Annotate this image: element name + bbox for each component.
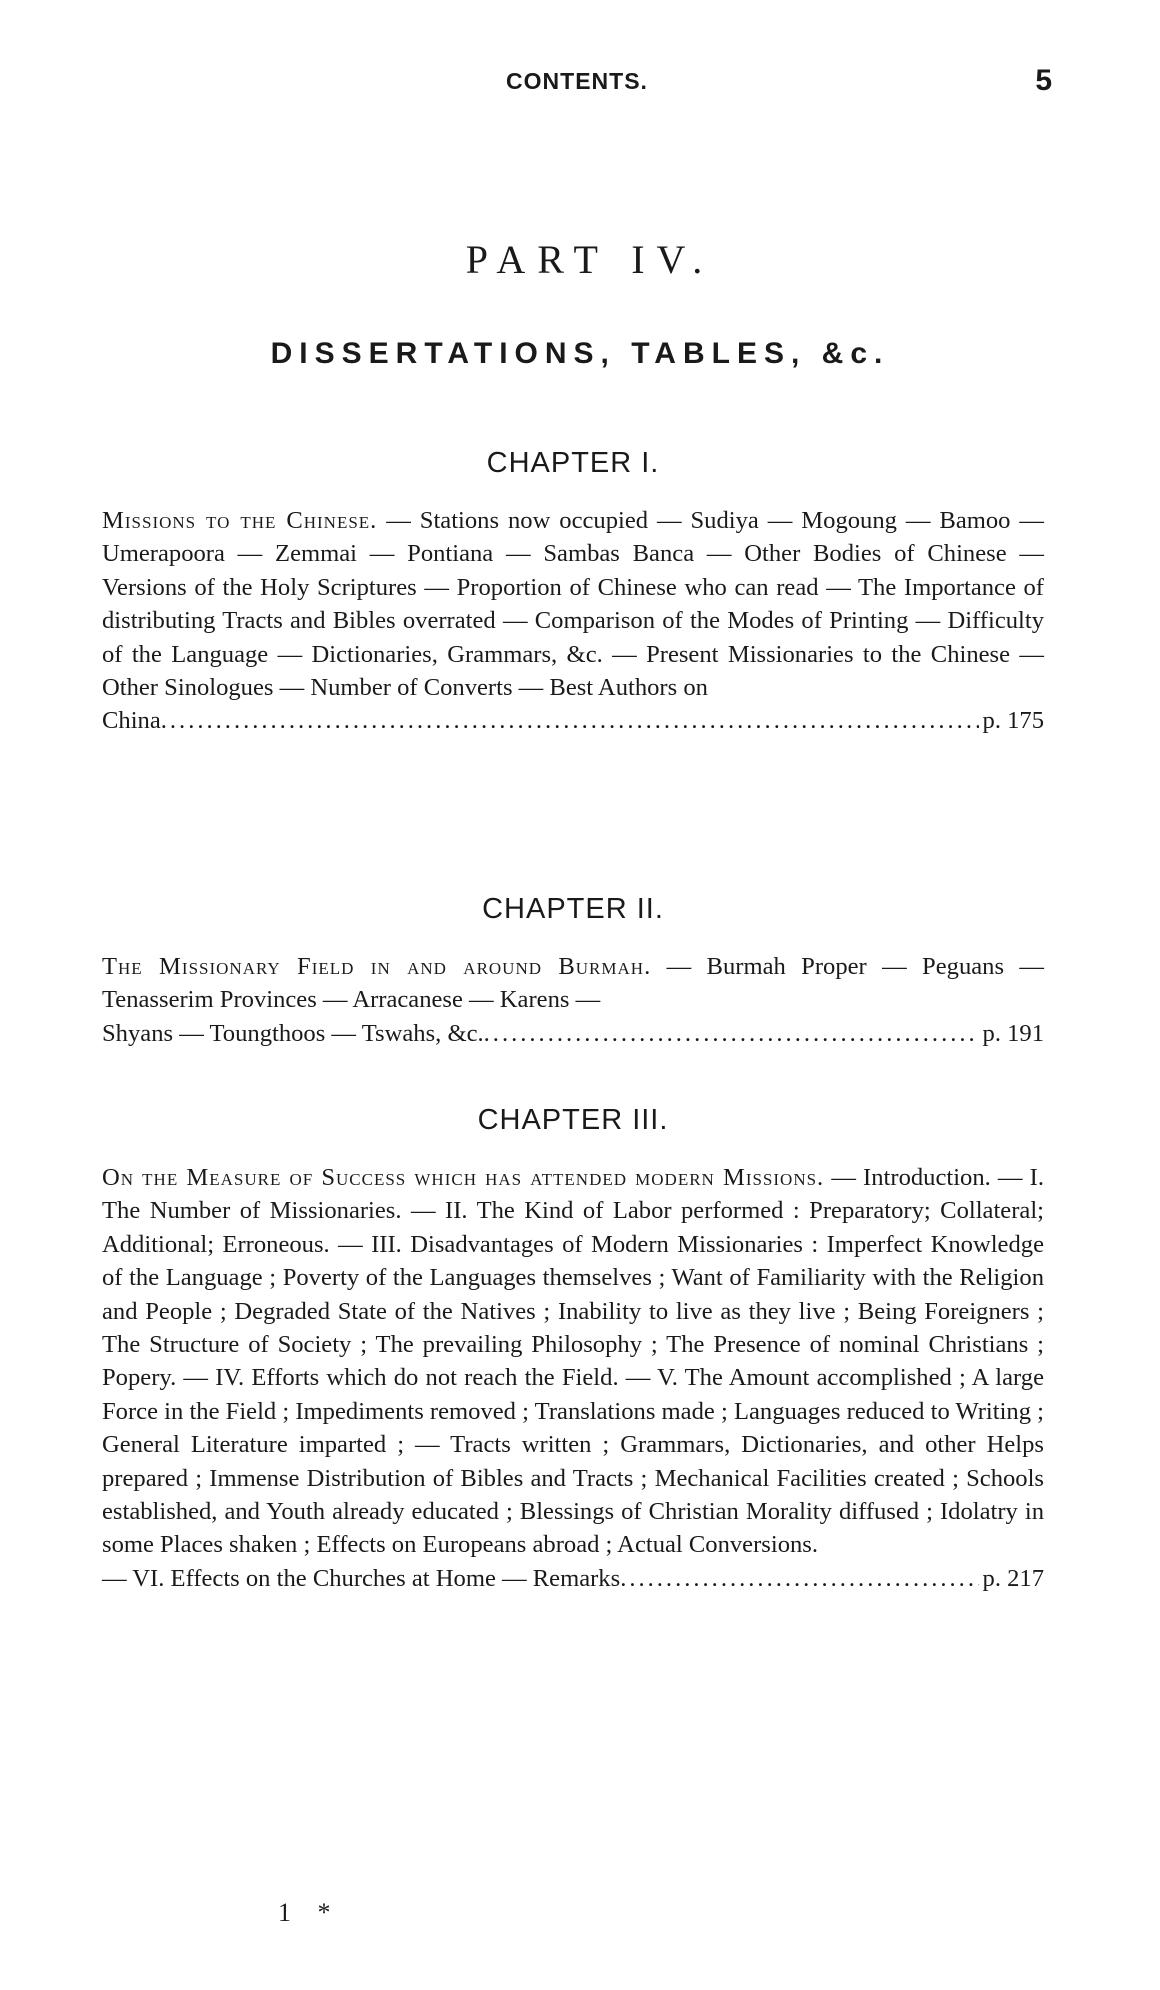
chapter-last-line: China (102, 707, 161, 735)
chapter-heading: CHAPTER III. (477, 1104, 669, 1136)
dot-leader (484, 1017, 979, 1050)
chapter-body: — Burmah Proper — Peguans — Tenasserim Provinces — Arracanese — Karens — (102, 953, 1044, 1014)
part-title: PART IV. (465, 237, 715, 282)
dot-leader (620, 1562, 978, 1595)
chapter-body: — Stations now occupied — Sudiya — Mogoung — Bamoo — Umerapoora — Zemmai — Pontiana — Sambas Banca — Other Bodies of Chinese — Versions of the Holy Scriptures — Proportion of Chinese who can read — The Importance of distributing Tracts and Bibles overrated — Comparison of the Modes of Printing — Difficulty of the Language — Dictionaries, Grammars, &c. — Present Missionaries to the Chinese — Other Sinologues — Number of Converts — Best Authors on (102, 507, 1044, 702)
chapter-lead-caps: On the Measure of Success which has attended modern Missions. (102, 1164, 825, 1191)
page-header (102, 64, 1052, 102)
chapter-last-line: Shyans — Toungthoos — Tswahs, &c. (102, 1019, 484, 1047)
chapter-summary (102, 1161, 1044, 1595)
signature-mark: 1 * (278, 1898, 341, 1927)
leader-line (102, 704, 1044, 737)
chapter-entry-3 (102, 1104, 1044, 1595)
chapter-lead-caps: Missions to the Chinese. (102, 507, 378, 534)
page-reference: p. 175 (982, 707, 1044, 735)
chapter-heading: CHAPTER I. (486, 447, 660, 479)
chapter-lead-caps: The Missionary Field in and around Burmah. (102, 953, 652, 980)
chapter-heading: CHAPTER II. (482, 893, 664, 925)
chapter-summary (102, 504, 1044, 738)
chapter-entry-2 (102, 893, 1044, 1050)
chapter-last-line: — VI. Effects on the Churches at Home — Remarks (102, 1564, 621, 1592)
chapter-summary (102, 950, 1044, 1050)
page-reference: p. 191 (982, 1019, 1044, 1047)
running-head: CONTENTS. (506, 68, 648, 94)
part-subtitle: DISSERTATIONS, TABLES, &c. (270, 337, 890, 370)
leader-line (102, 1562, 1044, 1595)
chapter-body: — Introduction. — I. The Number of Missionaries. — II. The Kind of Labor performed : Preparatory; Collateral; Additional; Erroneous. — III. Disadvantages of Modern Missionaries : Imperfect Knowledge of the Language ; Poverty of the Languages themselves ; Want of Familiarity with the Religion and People ; Degraded State of the Natives ; Inability to live as they live ; Being Foreigners ; The Structure of Society ; The prevailing Philosophy ; The Presence of nominal Christians ; Popery. — IV. Efforts which do not reach the Field. — V. The Amount accomplished ; A large Force in the Field ; Impediments removed ; Translations made ; Languages reduced to Writing ; General Literature imparted ; — Tracts written ; Grammars, Dictionaries, and other Helps prepared ; Immense Distribution of Bibles and Tracts ; Mechanical Facilities created ; Schools established, and Youth already educated ; Blessings of Christian Morality diffused ; Idolatry in some Places shaken ; Effects on Europeans abroad ; Actual Conversions. (102, 1164, 1044, 1559)
chapter-entry-1 (102, 447, 1044, 738)
page-number: 5 (1035, 64, 1052, 97)
dot-leader (161, 704, 979, 737)
page-reference: p. 217 (982, 1564, 1044, 1592)
leader-line (102, 1017, 1044, 1050)
